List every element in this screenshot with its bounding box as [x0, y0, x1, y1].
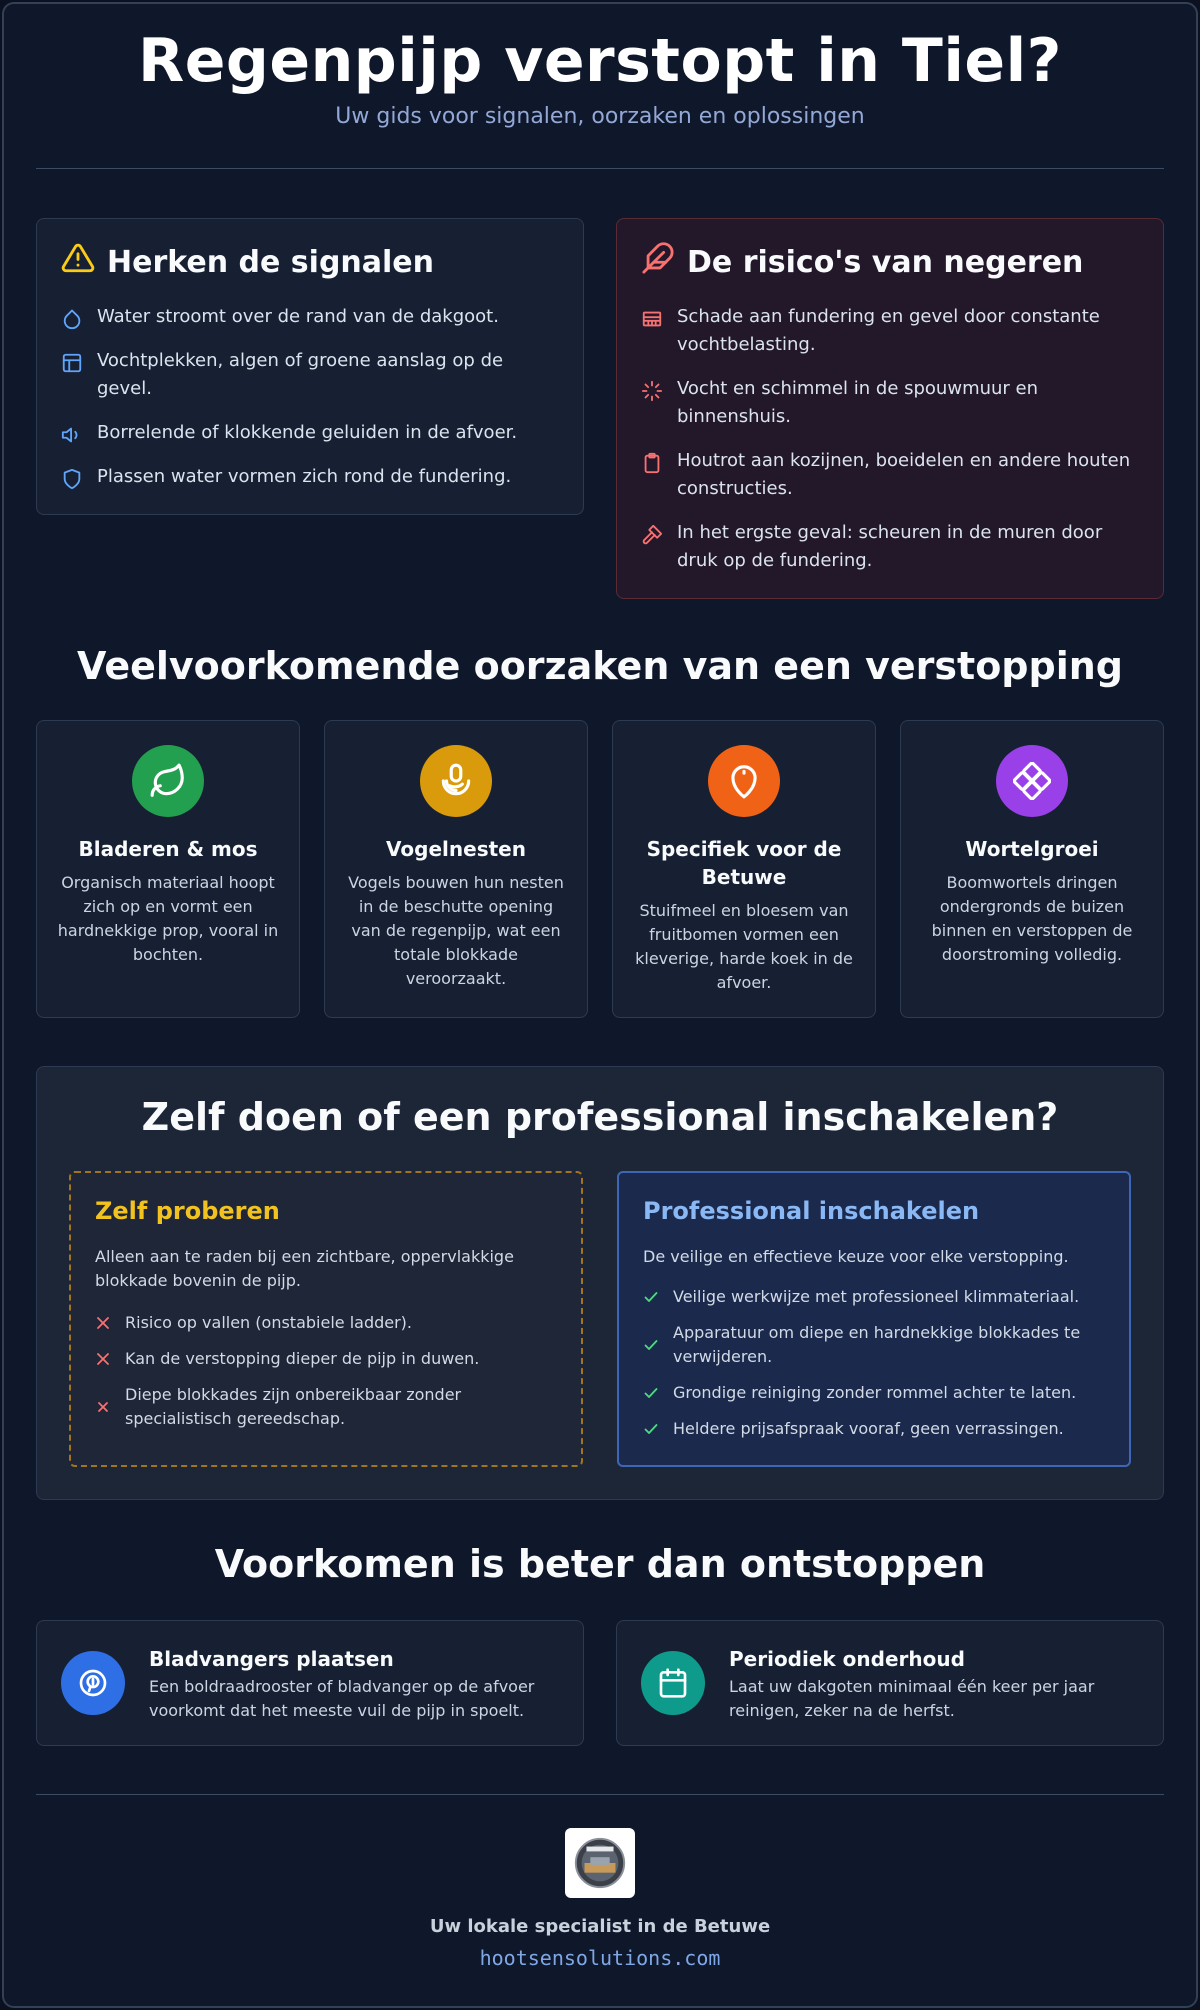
- filter-icon: [61, 1651, 125, 1715]
- list-item: [641, 375, 1139, 431]
- loader-icon: [641, 380, 663, 402]
- hammer-icon: [641, 524, 663, 546]
- leaf-icon: [132, 745, 204, 817]
- risks-list: [641, 303, 1139, 591]
- feather-icon: [641, 241, 675, 283]
- pro-item-text: Grondige reiniging zonder rommel achter te laten.: [673, 1383, 1077, 1402]
- list-item: [643, 1285, 1105, 1309]
- clipboard-icon: [641, 452, 663, 474]
- warning-icon: [61, 241, 95, 283]
- signal-text: Borrelende of klokkende geluiden in de afvoer.: [97, 422, 518, 443]
- risks-heading: [641, 241, 1083, 283]
- calendar-icon: [641, 1651, 705, 1715]
- check-icon: [643, 1289, 659, 1305]
- pro-intro: De veilige en effectieve keuze voor elke verstopping.: [643, 1247, 1069, 1266]
- cause-title: Vogelnesten: [386, 837, 526, 861]
- cause-text: Vogels bouwen hun nesten in de beschutte opening van de regenpijp, wat een totale blokkade veroorzaakt.: [348, 873, 564, 988]
- company-logo: [565, 1828, 635, 1898]
- cause-text: Organisch materiaal hoopt zich op en vormt een hardnekkige prop, vooral in bochten.: [57, 873, 279, 964]
- roots-icon: [996, 745, 1068, 817]
- list-item: [61, 419, 559, 447]
- list-item: [61, 347, 559, 403]
- logo-badge-icon: [571, 1834, 629, 1892]
- cause-title: Wortelgroei: [965, 837, 1099, 861]
- list-item: [641, 303, 1139, 359]
- list-item: [95, 1347, 557, 1371]
- pro-option-box: [617, 1171, 1131, 1467]
- pro-list: [643, 1285, 1105, 1453]
- prevention-title: Voorkomen is beter dan ontstoppen: [214, 1542, 986, 1586]
- location-pin-icon: [708, 745, 780, 817]
- risks-title: De risico's van negeren: [687, 244, 1084, 280]
- prevention-item-title: Bladvangers plaatsen: [149, 1647, 394, 1671]
- shield-icon: [61, 468, 83, 490]
- list-item: [95, 1383, 557, 1431]
- cross-icon: [95, 1315, 111, 1331]
- comparison-title: Zelf doen of een professional inschakelen?: [141, 1095, 1059, 1139]
- cause-card: [324, 720, 588, 1018]
- prevention-card: [36, 1620, 584, 1746]
- risk-text: Vocht en schimmel in de spouwmuur en binnenshuis.: [677, 378, 1039, 427]
- risks-card: [616, 218, 1164, 599]
- self-title: Zelf proberen: [95, 1197, 280, 1225]
- cause-text: Boomwortels dringen ondergronds de buizen binnen en verstoppen de doorstroming volledig.: [931, 873, 1133, 964]
- signals-title: Herken de signalen: [107, 244, 435, 280]
- prevention-item-text: Laat uw dakgoten minimaal één keer per jaar reinigen, zeker na de herfst.: [729, 1677, 1095, 1720]
- self-item-text: Kan de verstopping dieper de pijp in duwen.: [125, 1349, 480, 1368]
- self-intro: Alleen aan te raden bij een zichtbare, oppervlakkige blokkade bovenin de pijp.: [95, 1247, 514, 1290]
- causes-title: Veelvoorkomende oorzaken van een verstopping: [76, 644, 1123, 688]
- pro-item-text: Apparatuur om diepe en hardnekkige blokkades te verwijderen.: [673, 1323, 1081, 1366]
- footer-tagline: Uw lokale specialist in de Betuwe: [429, 1916, 771, 1937]
- self-item-text: Diepe blokkades zijn onbereikbaar zonder specialistisch gereedschap.: [125, 1385, 462, 1428]
- list-item: [643, 1417, 1105, 1441]
- pro-item-text: Veilige werkwijze met professioneel klimmateriaal.: [673, 1287, 1080, 1306]
- comparison-section: [36, 1066, 1164, 1500]
- list-item: [641, 447, 1139, 503]
- list-item: [641, 519, 1139, 575]
- page-subtitle: Uw gids voor signalen, oorzaken en oplossingen: [335, 104, 865, 129]
- self-list: [95, 1311, 557, 1443]
- pro-item-text: Heldere prijsafspraak vooraf, geen verrassingen.: [673, 1419, 1064, 1438]
- signal-text: Water stroomt over de rand van de dakgoot.: [97, 306, 499, 327]
- signals-list: [61, 303, 559, 507]
- prevention-item-title: Periodiek onderhoud: [729, 1647, 965, 1671]
- brick-wall-icon: [641, 308, 663, 330]
- layout-icon: [61, 352, 83, 374]
- cause-card: [612, 720, 876, 1018]
- nest-icon: [420, 745, 492, 817]
- cause-card: [900, 720, 1164, 1018]
- list-item: [61, 303, 559, 331]
- risk-text: Houtrot aan kozijnen, boeidelen en andere houten constructies.: [677, 450, 1131, 499]
- signals-card: [36, 218, 584, 515]
- self-option-box: [69, 1171, 583, 1467]
- check-icon: [643, 1421, 659, 1437]
- list-item: [61, 463, 559, 491]
- cause-card: [36, 720, 300, 1018]
- speaker-icon: [61, 424, 83, 446]
- cause-text: Stuifmeel en bloesem van fruitbomen vormen een kleverige, harde koek in de afvoer.: [635, 901, 853, 992]
- signal-text: Plassen water vormen zich rond de fundering.: [97, 466, 512, 487]
- cross-icon: [95, 1351, 111, 1367]
- divider: [36, 1794, 1164, 1795]
- cause-title: Specifiek voor de Betuwe: [646, 837, 842, 889]
- prevention-item-text: Een boldraadrooster of bladvanger op de afvoer voorkomt dat het meeste vuil de pijp in spoelt.: [149, 1677, 535, 1720]
- risk-text: Schade aan fundering en gevel door constante vochtbelasting.: [677, 306, 1100, 355]
- cross-icon: [95, 1399, 111, 1415]
- drop-icon: [61, 308, 83, 330]
- list-item: [643, 1381, 1105, 1405]
- divider: [36, 168, 1164, 169]
- list-item: [95, 1311, 557, 1335]
- cause-title: Bladeren & mos: [78, 837, 258, 861]
- check-icon: [643, 1337, 659, 1353]
- prevention-card: [616, 1620, 1164, 1746]
- footer-website-link[interactable]: hootsensolutions.com: [479, 1946, 721, 1970]
- page-title: Regenpijp verstopt in Tiel?: [138, 26, 1062, 96]
- self-item-text: Risico op vallen (onstabiele ladder).: [125, 1313, 412, 1332]
- list-item: [643, 1321, 1105, 1369]
- pro-title: Professional inschakelen: [643, 1197, 980, 1225]
- signal-text: Vochtplekken, algen of groene aanslag op de gevel.: [97, 350, 504, 399]
- check-icon: [643, 1385, 659, 1401]
- risk-text: In het ergste geval: scheuren in de muren door druk op de fundering.: [677, 522, 1103, 571]
- signals-heading: [61, 241, 434, 283]
